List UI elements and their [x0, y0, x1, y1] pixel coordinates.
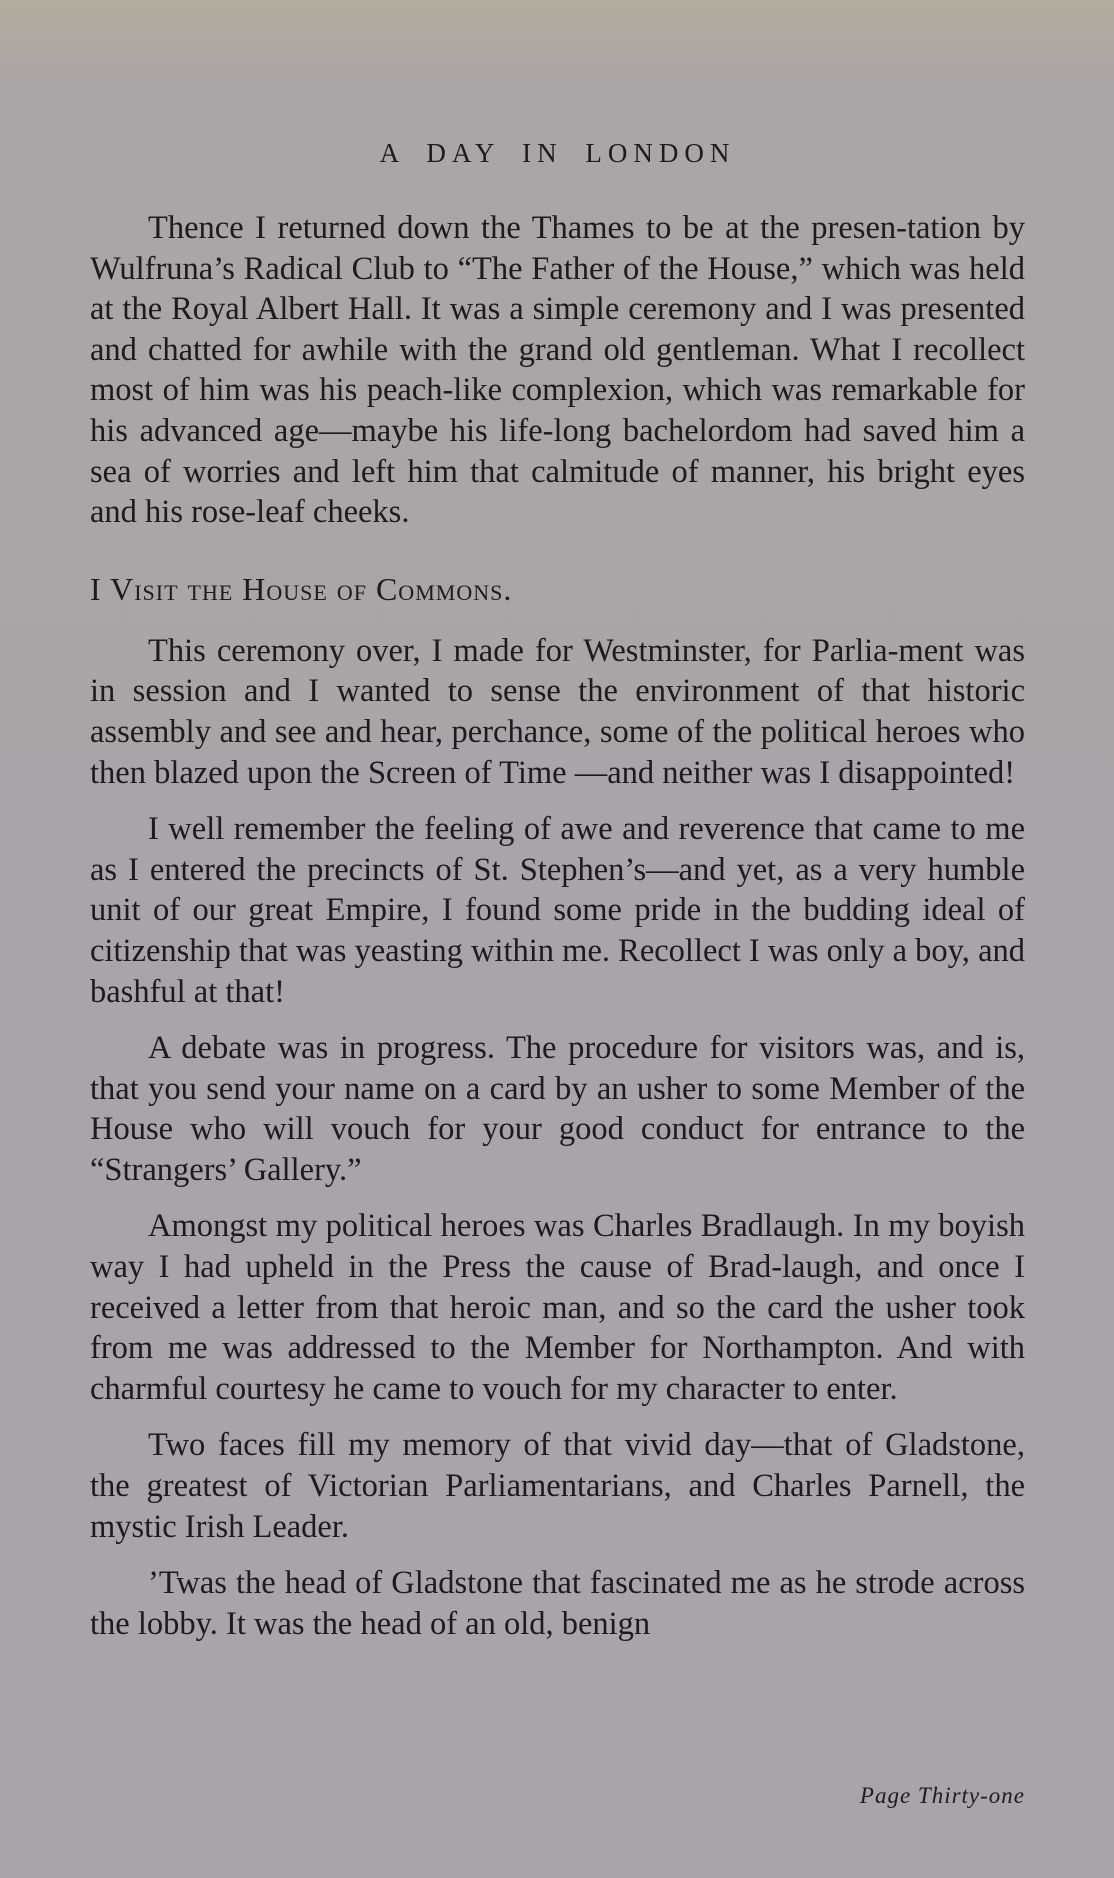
paragraph: A debate was in progress. The procedure for visitors was, and is, that you send your name on a card by an usher to some Member of the House who will vouch for your good conduct for entrance to the “Strangers’ Gallery.” — [90, 1030, 1025, 1188]
section-heading: I Visit the House of Commons. — [90, 570, 513, 607]
paragraph: I well remember the feeling of awe and reverence that came to me as I entered the precincts of St. Stephen’s—and yet, as a very humble unit of our great Empire, I found some pride in the budding ideal of citizenship that was yeasting within me. Recollect I was only a boy, and bashful at that! — [90, 811, 1025, 1010]
paragraph: Amongst my political heroes was Charles Bradlaugh. In my boyish way I had upheld in the Press the cause of Brad-laugh, and once I received a letter from that heroic man, and so the card the usher took from me was addressed to the Member for Northampton. And with charmful courtesy he came to vouch for my character to enter. — [90, 1208, 1025, 1407]
paragraph: Thence I returned down the Thames to be at the presen-tation by Wulfruna’s Radical Club to “The Father of the House,” which was held at the Royal Albert Hall. It was a simple ceremony and I was presented and chatted for awhile with the grand old gentleman. What I recollect most of him was his peach-like complexion, which was remarkable for his advanced age—maybe his life-long bachelordom had saved him a sea of worries and left him that calmitude of manner, his bright eyes and his rose-leaf cheeks. — [90, 210, 1025, 531]
page-number: Page Thirty-one — [859, 1783, 1025, 1808]
running-head: A DAY IN LONDON — [379, 138, 736, 168]
paragraph: ’Twas the head of Gladstone that fascinated me as he strode across the lobby. It was the head of an old, benign — [90, 1565, 1025, 1642]
paragraph: Two faces fill my memory of that vivid day—that of Gladstone, the greatest of Victorian Parliamentarians, and Charles Parnell, the mystic Irish Leader. — [90, 1427, 1025, 1545]
book-page — [90, 0, 1025, 1878]
paragraph: This ceremony over, I made for Westminster, for Parlia-ment was in session and I wanted to sense the environment of that historic assembly and see and hear, perchance, some of the political heroes who then blazed upon the Screen of Time —and neither was I disappointed! — [90, 632, 1025, 791]
body-text — [90, 208, 1025, 1660]
